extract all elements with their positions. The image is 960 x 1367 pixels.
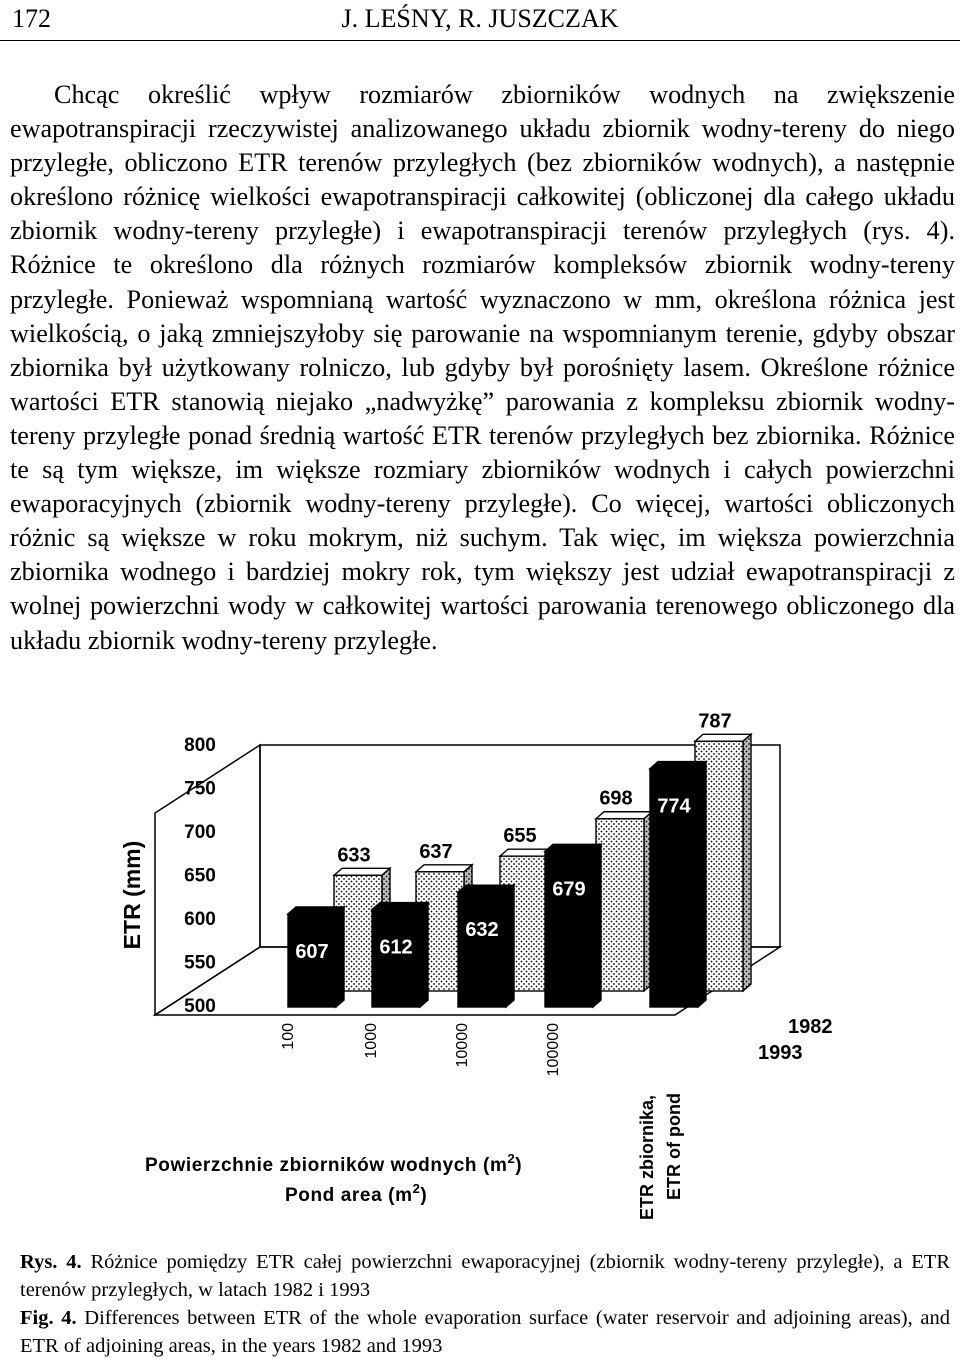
y-tick-label: 800 — [184, 735, 216, 756]
caption-pl-text: Różnice pomiędzy ETR całej powierzchni ewaporacyjnej (zbiornik wodny-tereny przyległe), a ETR terenów przyległych, w latach 1982 i 1993 — [20, 1251, 950, 1301]
bar — [545, 844, 601, 1007]
caption-en-text: Differences between ETR of the whole evaporation surface (water reservoir and adjoining areas), and ETR of adjoining areas, in the years 1982 and 1993 — [20, 1307, 951, 1357]
page-number: 172 — [12, 4, 51, 33]
bar-value-label: 612 — [379, 936, 413, 959]
caption-pl — [20, 1248, 950, 1304]
bar-value-label: 698 — [599, 787, 633, 810]
caption-en-label: Fig. 4. — [20, 1307, 77, 1329]
legend-1993: 1993 — [758, 1042, 803, 1064]
bar-value-label: 607 — [295, 940, 329, 963]
caption-en — [20, 1304, 950, 1360]
y-tick-label: 500 — [184, 996, 216, 1017]
figure-caption — [20, 1248, 950, 1360]
x-axis-label-pl: Powierzchnie zbiorników wodnych $(m^2)$ — [145, 1151, 523, 1176]
body-text — [10, 78, 955, 658]
etr-bar-chart — [100, 710, 860, 1230]
figure-4 — [100, 710, 860, 1230]
x-axis-label-en: Pond area $(m^2)$ — [285, 1181, 428, 1206]
bar-value-label: 637 — [419, 840, 453, 863]
body-paragraph: Chcąc określić wpływ rozmiarów zbiorników wodnych na zwiększenie ewapotranspiracji rzeczywistej analizowanego układu zbiornik wodny-tereny do niego przyległe, obliczono ETR terenów przyległych (bez zbiorników wodnych), a następnie określono różnicę wielkości ewapotranspiracji całkowitej (obliczonej dla całego układu zbiornik wodny-tereny przyległe) i ewapotranspiracji terenów przyległych (rys. 4). Różnice te określono dla różnych rozmiarów kompleksów zbiornik wodny-tereny przyległe. Ponieważ wspomnianą wartość wyznaczono w mm, określona różnica jest wielkością, o jaką zmniejszyłoby się parowanie na wspomnianym terenie, gdyby obszar zbiornika był użytkowany rolniczo, lub gdyby był porośnięty lasem. Określone różnice wartości ETR stanowią niejako „nadwyżkę” parowania z kompleksu zbiornik wodny-tereny przyległe ponad średnią wartość ETR terenów przyległych bez zbiornika. Różnice te są tym większe, im większe rozmiary zbiorników wodnych i całych powierzchni ewaporacyjnych (zbiornik wodny-tereny przyległe). Co więcej, wartości obliczonych różnic są większe w roku mokrym, niż suchym. Tak więc, im większa powierzchnia zbiornika wodnego i bardziej mokry rok, tym większy jest udział ewapotranspiracji z wolnej powierzchni wody w całkowitej wartości parowania terenowego obliczonego dla układu zbiornik wodny-tereny przyległe. — [10, 80, 955, 655]
y-tick-label: 600 — [184, 909, 216, 930]
x-category-label: 10000 — [454, 1023, 471, 1068]
y-tick-label: 700 — [184, 822, 216, 843]
x-category-label-line2: ETR of pond — [664, 1093, 684, 1200]
bars — [288, 710, 751, 1007]
y-axis-label: ETR (mm) — [119, 840, 145, 950]
x-category-label: 1000 — [363, 1023, 380, 1059]
y-tick-label: 650 — [184, 865, 216, 887]
page-header — [0, 0, 960, 41]
bar-value-label: 774 — [657, 795, 691, 818]
bar-value-label: 632 — [465, 919, 499, 942]
bar-value-label: 633 — [337, 844, 371, 867]
caption-pl-label: Rys. 4. — [20, 1251, 82, 1273]
x-category-label: 100 — [280, 1023, 297, 1050]
bar — [596, 812, 652, 991]
bar-value-label: 787 — [698, 710, 732, 733]
x-category-label: 100000 — [545, 1023, 562, 1077]
bar-value-label: 679 — [552, 878, 586, 901]
bar — [458, 885, 514, 1007]
legend-1982: 1982 — [788, 1016, 833, 1038]
y-tick-label: 750 — [184, 778, 216, 800]
running-head: J. LEŚNY, R. JUSZCZAK — [341, 4, 619, 33]
bar-value-label: 655 — [503, 825, 537, 848]
x-category-label: ETR zbiornika, — [637, 1094, 657, 1220]
y-tick-label: 550 — [184, 952, 216, 974]
